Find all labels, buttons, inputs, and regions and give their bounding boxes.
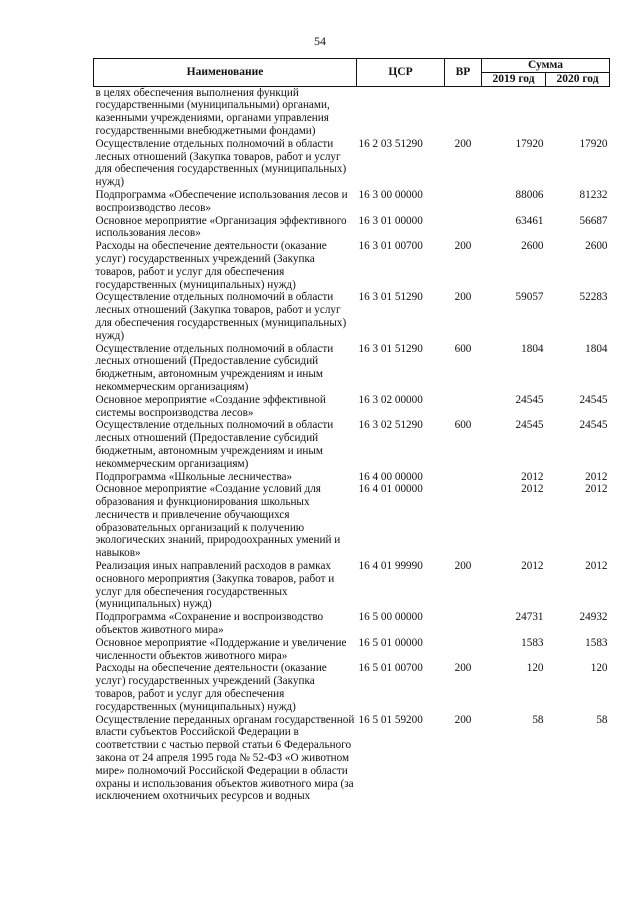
budget-table: [93, 58, 610, 803]
row-name: Расходы на обеспечение деятельности (оказание услуг) государственных учреждений (Закупка товаров, работ и услуг для обеспечения государственных (муниципальных) нужд): [95, 240, 327, 291]
row-value-2019: 58: [532, 713, 544, 726]
row-value-2020: 2012: [585, 560, 608, 573]
row-vr: [445, 611, 482, 637]
row-value-2019: 2012: [521, 560, 544, 573]
row-name: Реализация иных направлений расходов в рамках основного мероприятия (Закупка товаров, работ и услуг для обеспечения государственных (муниципальных) нужд): [95, 560, 335, 611]
table-row: [94, 189, 610, 215]
table-row: [94, 560, 610, 611]
table-row: [94, 215, 610, 241]
row-csr: 16 3 01 00000: [358, 214, 423, 227]
table-header: [94, 59, 610, 87]
row-csr: 16 3 01 51290: [358, 342, 423, 355]
row-csr: 16 5 01 00000: [358, 636, 423, 649]
page-number: 54: [314, 34, 326, 48]
row-csr: 16 3 00 00000: [358, 188, 423, 201]
row-value-2020: [546, 86, 610, 138]
row-value-2019: 24545: [515, 419, 544, 432]
row-csr: 16 4 01 99990: [358, 560, 423, 573]
row-value-2019: [482, 86, 546, 138]
row-name: Осуществление отдельных полномочий в области лесных отношений (Закупка товаров, работ и услуг для обеспечения государственных (муниципальных) нужд): [95, 291, 347, 342]
row-value-2020: 120: [590, 662, 608, 675]
row-csr: 16 4 01 00000: [358, 483, 423, 496]
row-name: Осуществление переданных органам государственной власти субъектов Российской Федерации в соответствии с частью первой статьи 6 Федерального закона от 24 апреля 1995 года № 52-ФЗ «О животном мире» полномочий Российской Федерации в области охраны и использования объектов животного мира (за исключением охотничьих ресурсов и водных: [95, 713, 355, 803]
row-value-2019: 1583: [521, 636, 544, 649]
table-row: [94, 637, 610, 663]
table-row: [94, 138, 610, 189]
row-value-2019: 120: [526, 662, 544, 675]
row-vr: 200: [454, 291, 472, 304]
table-body: [94, 86, 610, 803]
row-vr: 200: [454, 560, 472, 573]
row-csr: 16 5 01 00700: [358, 662, 423, 675]
table-row: [94, 394, 610, 420]
row-name: Основное мероприятие «Создание эффективной системы воспроизводства лесов»: [95, 393, 326, 419]
row-value-2019: 2012: [521, 470, 544, 483]
row-value-2019: 59057: [515, 291, 544, 304]
row-value-2019: 24731: [515, 611, 544, 624]
row-vr: [445, 637, 482, 663]
row-name: в целях обеспечения выполнения функций государственными (муниципальными) органами, казенными учреждениями, органами управления государственными внебюджетными фондами): [95, 86, 330, 137]
row-value-2020: 1583: [585, 636, 608, 649]
header-vr: ВР: [445, 59, 482, 87]
row-value-2019: 24545: [515, 393, 544, 406]
row-value-2019: 63461: [515, 214, 544, 227]
row-name: Основное мероприятие «Поддержание и увеличение численности объектов животного мира»: [95, 636, 347, 662]
table-row: [94, 662, 610, 713]
row-value-2020: 56687: [579, 214, 608, 227]
row-value-2019: 2012: [521, 483, 544, 496]
row-name: Подпрограмма «Сохранение и воспроизводство объектов животного мира»: [95, 611, 324, 637]
row-value-2020: 52283: [579, 291, 608, 304]
row-value-2020: 2012: [585, 470, 608, 483]
row-csr: 16 5 01 59200: [358, 713, 423, 726]
row-value-2020: 58: [596, 713, 608, 726]
row-value-2019: 2600: [521, 240, 544, 253]
table-row: [94, 343, 610, 394]
row-vr: [445, 215, 482, 241]
row-value-2020: 2600: [585, 240, 608, 253]
row-value-2019: 88006: [515, 188, 544, 201]
table-row: [94, 483, 610, 560]
row-name: Расходы на обеспечение деятельности (оказание услуг) государственных учреждений (Закупка товаров, работ и услуг для обеспечения государственных (муниципальных) нужд): [95, 662, 327, 713]
table-row: [94, 471, 610, 484]
row-value-2020: 17920: [579, 137, 608, 150]
row-value-2019: 17920: [515, 137, 544, 150]
row-vr: [445, 86, 482, 138]
row-vr: [445, 394, 482, 420]
row-vr: 200: [454, 137, 472, 150]
row-csr: 16 3 01 51290: [358, 291, 423, 304]
row-name: Осуществление отдельных полномочий в области лесных отношений (Предоставление субсидий бюджетным, автономным учреждениям и иным некоммерческим организациям): [95, 419, 334, 470]
row-vr: [445, 483, 482, 560]
row-value-2020: 81232: [579, 188, 608, 201]
row-csr: 16 3 02 51290: [358, 419, 423, 432]
row-csr: 16 2 03 51290: [358, 137, 423, 150]
row-csr: 16 4 00 00000: [358, 470, 423, 483]
row-csr: 16 3 02 00000: [358, 393, 423, 406]
row-vr: 600: [454, 419, 472, 432]
row-name: Подпрограмма «Школьные лесничества»: [95, 470, 293, 483]
table-row: [94, 291, 610, 342]
header-year-2019: 2019 год: [482, 72, 546, 86]
row-value-2020: 24545: [579, 393, 608, 406]
table-row: [94, 611, 610, 637]
row-vr: 200: [454, 662, 472, 675]
header-name: Наименование: [94, 59, 357, 87]
row-value-2020: 24932: [579, 611, 608, 624]
row-name: Основное мероприятие «Создание условий для образования и функционирования школьных лесничеств и привлечение обучающихся образовательных организаций к получению экологических знаний, природоохранных умений и навыков»: [95, 483, 341, 560]
row-name: Основное мероприятие «Организация эффективного использования лесов»: [95, 214, 347, 240]
header-csr: ЦСР: [357, 59, 445, 87]
row-name: Осуществление отдельных полномочий в области лесных отношений (Предоставление субсидий бюджетным, автономным учреждениям и иным некоммерческим организациям): [95, 342, 334, 393]
row-csr: 16 5 00 00000: [358, 611, 423, 624]
table-row: [94, 419, 610, 470]
table-row: [94, 86, 610, 138]
header-year-2020: 2020 год: [546, 72, 610, 86]
row-vr: 600: [454, 342, 472, 355]
row-name: Подпрограмма «Обеспечение использования лесов и воспроизводство лесов»: [95, 188, 348, 214]
row-vr: 200: [454, 240, 472, 253]
row-name: Осуществление отдельных полномочий в области лесных отношений (Закупка товаров, работ и услуг для обеспечения государственных (муниципальных) нужд): [95, 137, 347, 189]
row-value-2020: 24545: [579, 419, 608, 432]
row-csr: 16 3 01 00700: [358, 240, 423, 253]
header-sum: Сумма: [482, 59, 610, 73]
row-value-2020: 2012: [585, 483, 608, 496]
row-vr: 200: [454, 713, 472, 726]
row-vr: [445, 471, 482, 484]
row-csr: [357, 86, 445, 138]
row-value-2019: 1804: [521, 342, 544, 355]
row-vr: [445, 189, 482, 215]
table-row: [94, 240, 610, 291]
row-value-2020: 1804: [585, 342, 608, 355]
table-row: [94, 714, 610, 804]
